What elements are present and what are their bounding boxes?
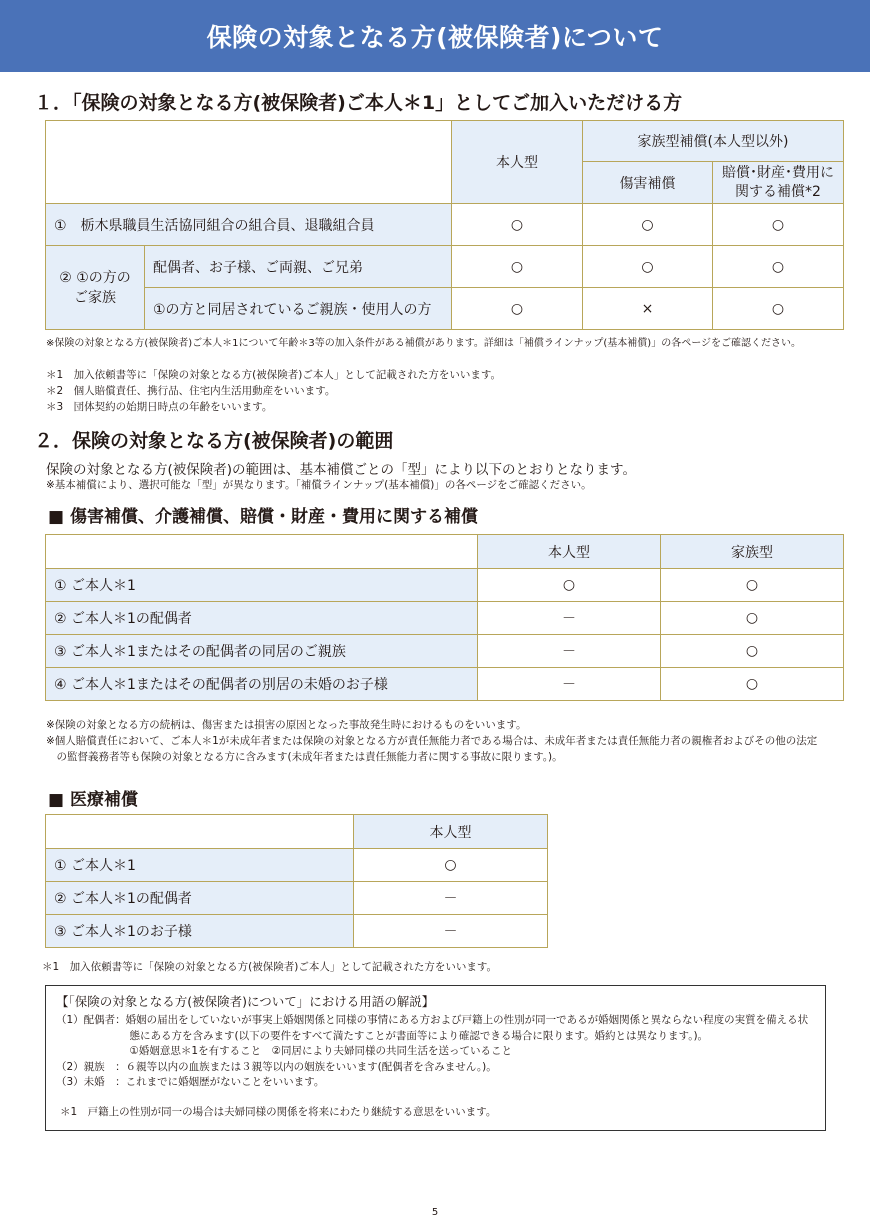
s1-row2b-baisho: ○ bbox=[713, 288, 844, 330]
s1-row2a-shogai: ○ bbox=[583, 246, 713, 288]
s2-sub1-row-kazoku: ○ bbox=[661, 602, 844, 635]
s2-sub1-row-label: ③ ご本人＊1またはその配偶者の同居のご親族 bbox=[46, 635, 478, 668]
page-banner bbox=[0, 0, 870, 72]
s1-col-honnin: 本人型 bbox=[452, 121, 583, 204]
s1-col-baisho bbox=[713, 162, 844, 204]
s2-sub2-row-honnin: ○ bbox=[354, 849, 548, 882]
s1-row2b-honnin: ○ bbox=[452, 288, 583, 330]
s2-sub1-col-kazoku: 家族型 bbox=[661, 535, 844, 569]
s2-sub1-corner bbox=[46, 535, 478, 569]
s2-sub2-row-label: ① ご本人＊1 bbox=[46, 849, 354, 882]
s1-note: ※保険の対象となる方(被保険者)ご本人＊1について年齢＊3等の加入条件がある補償があります。詳細は「補償ラインナップ(基本補償)」の各ページをご確認ください。 bbox=[46, 338, 802, 349]
s2-sub2-row-label: ③ ご本人＊1のお子様 bbox=[46, 915, 354, 948]
s1-row2b-label: ①の方と同居されているご親族・使用人の方 bbox=[145, 288, 452, 330]
s2-sub1-row-honnin: － bbox=[478, 602, 661, 635]
s2-sub1-heading: ■ 傷害補償、介護補償、賠償・財産・費用に関する補償 bbox=[48, 507, 478, 527]
s1-row1-baisho: ○ bbox=[713, 204, 844, 246]
glossary-line: （2）親族 ：６親等以内の血族または３親等以内の姻族をいいます(配偶者を含みません。)。 bbox=[56, 1060, 497, 1073]
s1-row1-shogai: ○ bbox=[583, 204, 713, 246]
s2-sub1-row-label: ④ ご本人＊1またはその配偶者の別居の未婚のお子様 bbox=[46, 668, 478, 701]
s1-row2-group-line2: ご家族 bbox=[74, 289, 116, 306]
glossary-line: ①婚姻意思＊1を有すること ②同居により夫婦同様の共同生活を送っていること bbox=[56, 1045, 513, 1057]
s1-footnote-2: ＊2 個人賠償責任、携行品、住宅内生活用動産をいいます。 bbox=[46, 385, 336, 397]
s1-col-baisho-line2: 関する補償*2 bbox=[735, 183, 821, 200]
section1-table bbox=[45, 120, 844, 330]
s2-intro: 保険の対象となる方(被保険者)の範囲は、基本補償ごとの「型」により以下のとおりとなります。 bbox=[46, 462, 636, 478]
table-row bbox=[46, 915, 548, 948]
s1-col-baisho-line1: 賠償･財産･費用に bbox=[722, 164, 834, 181]
s1-row2b-shogai: × bbox=[583, 288, 713, 330]
s2-sub2-col-honnin: 本人型 bbox=[354, 815, 548, 849]
s2-sub1-row-label: ① ご本人＊1 bbox=[46, 569, 478, 602]
s1-row2a-honnin: ○ bbox=[452, 246, 583, 288]
glossary-footnote: ＊1 戸籍上の性別が同一の場合は夫婦同様の関係を将来にわたり継続する意思をいいます。 bbox=[60, 1105, 497, 1118]
table-row bbox=[46, 668, 844, 701]
glossary-line: （1）配偶者：婚姻の届出をしていないが事実上婚姻関係と同様の事情にある方および戸籍上の性別が同一であるが婚姻関係と異ならない程度の実質を備える状 bbox=[56, 1014, 809, 1026]
s2-sub1-row-label: ② ご本人＊1の配偶者 bbox=[46, 602, 478, 635]
s1-footnote-1: ＊1 加入依頼書等に「保険の対象となる方(被保険者)ご本人」として記載された方をいいます。 bbox=[46, 369, 502, 381]
s2-sub2-table bbox=[45, 814, 548, 948]
s2-sub1-table bbox=[45, 534, 844, 701]
s1-col-kazoku: 家族型補償(本人型以外) bbox=[583, 121, 844, 162]
s1-footnote-3: ＊3 団体契約の始期日時点の年齢をいいます。 bbox=[46, 401, 273, 413]
s2-sub2-corner bbox=[46, 815, 354, 849]
s2-sub1-col-honnin: 本人型 bbox=[478, 535, 661, 569]
s2-sub1-row-kazoku: ○ bbox=[661, 668, 844, 701]
s2-sub1-row-kazoku: ○ bbox=[661, 635, 844, 668]
s2-sub2-row-label: ② ご本人＊1の配偶者 bbox=[46, 882, 354, 915]
s1-row1-honnin: ○ bbox=[452, 204, 583, 246]
s2-sub2-footnote: ＊1 加入依頼書等に「保険の対象となる方(被保険者)ご本人」として記載された方をいいます。 bbox=[42, 961, 498, 973]
s2-sub1-note-3: の監督義務者等も保険の対象となる方に含みます(未成年者または責任無能力者に関する事故に限ります。)。 bbox=[46, 751, 563, 763]
s1-row2a-baisho: ○ bbox=[713, 246, 844, 288]
s2-sub2-row-honnin: － bbox=[354, 915, 548, 948]
s1-row2-group-line1: ② ①の方の bbox=[59, 269, 131, 286]
s1-row2a-label: 配偶者、お子様、ご両親、ご兄弟 bbox=[145, 246, 452, 288]
s2-sub2-row-honnin: － bbox=[354, 882, 548, 915]
glossary-line: 態にある方を含みます(以下の要件をすべて満たすことが書面等により確認できる場合に限ります。婚約とは異なります。)。 bbox=[56, 1029, 709, 1042]
glossary-title: 【「保険の対象となる方(被保険者)について」における用語の解説】 bbox=[56, 994, 435, 1009]
page-number: 5 bbox=[431, 1207, 439, 1218]
banner-title: 保険の対象となる方(被保険者)について bbox=[206, 23, 664, 52]
table-row bbox=[46, 635, 844, 668]
table-row bbox=[46, 602, 844, 635]
table-row bbox=[46, 882, 548, 915]
s2-sub1-row-honnin: ○ bbox=[478, 569, 661, 602]
s1-row1-label: ① 栃木県職員生活協同組合の組合員、退職組合員 bbox=[46, 204, 452, 246]
s2-sub1-note-1: ※保険の対象となる方の続柄は、傷害または損害の原因となった事故発生時におけるものをいいます。 bbox=[46, 719, 527, 731]
glossary-box bbox=[45, 985, 826, 1131]
table-row bbox=[46, 849, 548, 882]
s2-sub1-row-honnin: － bbox=[478, 635, 661, 668]
section2-heading: ２．保険の対象となる方(被保険者)の範囲 bbox=[34, 430, 394, 452]
s2-sub1-note-2: ※個人賠償責任において、ご本人＊1が未成年者または保険の対象となる方が責任無能力者である場合は、未成年者または責任無能力者の親権者およびその他の法定 bbox=[46, 735, 818, 747]
s2-sub2-heading: ■ 医療補償 bbox=[48, 790, 138, 810]
s1-row2-group bbox=[46, 246, 145, 330]
s2-sub1-row-kazoku: ○ bbox=[661, 569, 844, 602]
s1-corner-cell bbox=[46, 121, 452, 204]
s2-intro-note: ※基本補償により、選択可能な「型」が異なります。「補償ラインナップ(基本補償)」の各ページをご確認ください。 bbox=[46, 479, 592, 491]
section1-heading: １．「保険の対象となる方(被保険者)ご本人＊1」としてご加入いただける方 bbox=[34, 92, 683, 114]
table-row bbox=[46, 569, 844, 602]
s1-col-shogai: 傷害補償 bbox=[583, 162, 713, 204]
s2-sub1-row-honnin: － bbox=[478, 668, 661, 701]
glossary-line: （3）未婚 ：これまでに婚姻歴がないことをいいます。 bbox=[56, 1076, 325, 1088]
